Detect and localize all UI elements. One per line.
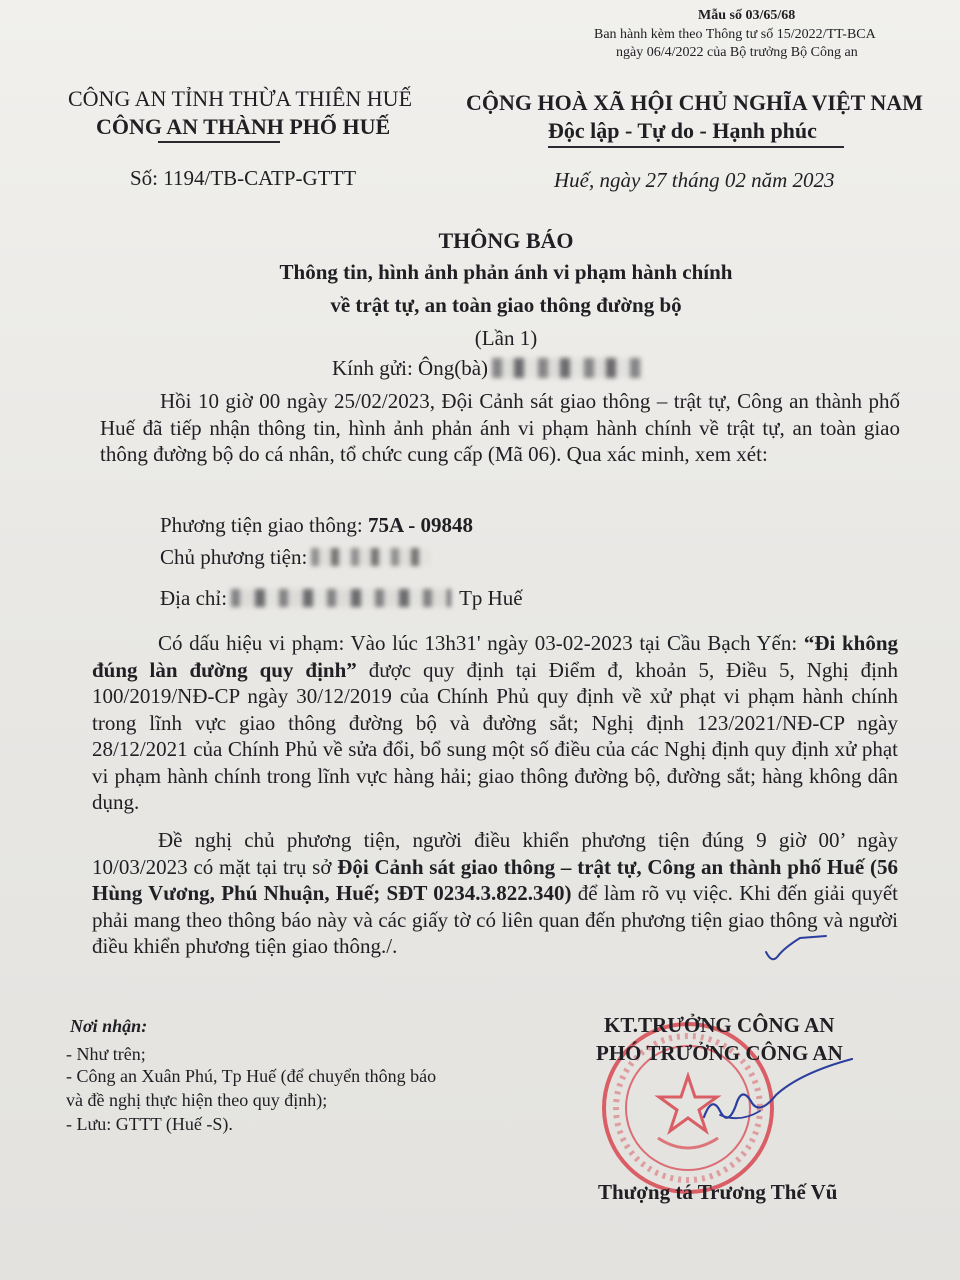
address-label: Địa chỉ:	[160, 586, 228, 610]
violation-legal-basis: được quy định tại Điểm đ, khoản 5, Điều 5, Nghị định 100/2019/NĐ-CP ngày 30/12/2019 của Chính Phủ quy định về xử phạt vi phạm hành chính trong lĩnh vực giao thông đường bộ và đường sắt; Nghị định 123/2021/NĐ-CP ngày 28/12/2021 của Chính Phủ về sửa đổi, bổ sung một số điều của các Nghị định quy định xử phạt vi phạm hành chính trong lĩnh vực hàng hải; giao thông đường bộ, đường sắt; hàng không dân dụng.	[92, 657, 899, 814]
owner-label: Chủ phương tiện:	[160, 545, 308, 569]
national-motto: Độc lập - Tự do - Hạnh phúc	[548, 118, 817, 143]
document-title: THÔNG BÁO	[438, 228, 574, 253]
form-reference-line-1: Ban hành kèm theo Thông tư số 15/2022/TT-BCA	[594, 27, 876, 42]
request-rest: để làm rõ vụ việc. Khi đến giải quyết phải mang theo thông báo này và các giấy tờ có liên quan đến phương tiện giao thông và người điều khiển phương tiện giao thông./.	[92, 881, 898, 958]
document-number: Số: 1194/TB-CATP-GTTT	[130, 166, 357, 190]
recipient-line-4: - Lưu: GTTT (Huế -S).	[66, 1114, 233, 1134]
address-field	[160, 586, 523, 611]
signature-title-2: PHÓ TRƯỞNG CÔNG AN	[596, 1041, 843, 1065]
document-date: Huế, ngày 27 tháng 02 năm 2023	[554, 168, 835, 192]
request-intro: Đề nghị chủ phương tiện, người điều khiển phương tiện đúng 9 giờ 00’ ngày 10/03/2023 có mặt tại trụ sở	[92, 828, 898, 879]
owner-field	[160, 545, 431, 570]
paragraph-receipt	[100, 388, 900, 468]
agency-parent: CÔNG AN TỈNH THỪA THIÊN HUẾ	[68, 86, 413, 111]
handwritten-signature	[690, 1045, 860, 1135]
form-reference-line-2: ngày 06/4/2022 của Bộ trưởng Bộ Công an	[616, 45, 858, 60]
document-subtitle-1: Thông tin, hình ảnh phản ánh vi phạm hành chính	[279, 260, 733, 284]
national-title: CỘNG HOÀ XÃ HỘI CHỦ NGHĨA VIỆT NAM	[466, 90, 923, 115]
violation-name: “Đi không đúng làn đường quy định”	[92, 631, 899, 682]
recipients-heading: Nơi nhận:	[70, 1016, 148, 1036]
redacted-address	[231, 589, 451, 607]
vehicle-plate: 75A - 09848	[367, 513, 473, 537]
salutation-text: Kính gửi: Ông(bà)	[332, 356, 489, 380]
vehicle-field	[160, 513, 473, 538]
signer-name: Thượng tá Trương Thế Vũ	[598, 1180, 838, 1204]
notice-count: (Lần 1)	[474, 326, 538, 350]
recipient-line-1: - Như trên;	[66, 1044, 146, 1064]
request-office: Đội Cảnh sát giao thông – trật tự, Công an thành phố Huế (56 Hùng Vương, Phú Nhuận, Huế; SĐT 0234.3.822.340)	[92, 854, 898, 905]
agency-underline	[158, 141, 280, 143]
redacted-owner	[311, 548, 431, 566]
vehicle-label: Phương tiện giao thông:	[160, 513, 368, 537]
form-number: Mẫu số 03/65/68	[698, 8, 796, 23]
recipient-line-2: - Công an Xuân Phú, Tp Huế (để chuyển thông báo	[66, 1066, 437, 1086]
recipient-line-3: và đề nghị thực hiện theo quy định);	[66, 1090, 328, 1110]
document-subtitle-2: về trật tự, an toàn giao thông đường bộ	[330, 293, 682, 317]
motto-underline	[548, 146, 844, 148]
address-city: Tp Huế	[459, 586, 523, 610]
paragraph-violation	[92, 630, 898, 816]
signature-title-1: KT.TRƯỞNG CÔNG AN	[604, 1013, 835, 1037]
salutation	[332, 356, 642, 381]
agency-name: CÔNG AN THÀNH PHỐ HUẾ	[96, 114, 391, 139]
paragraph-receipt-text: Hồi 10 giờ 00 ngày 25/02/2023, Đội Cảnh sát giao thông – trật tự, Công an thành phố Huế đã tiếp nhận thông tin, hình ảnh phản ánh vi phạm hành chính về trật tự, an toàn giao thông đường bộ do cá nhân, tổ chức cung cấp (Mã 06). Qua xác minh, xem xét:	[100, 389, 900, 466]
violation-intro: Có dấu hiệu vi phạm: Vào lúc 13h31' ngày 03-02-2023 tại Cầu Bạch Yến:	[158, 631, 804, 655]
handwritten-tick	[760, 930, 830, 970]
redacted-name	[492, 358, 642, 378]
